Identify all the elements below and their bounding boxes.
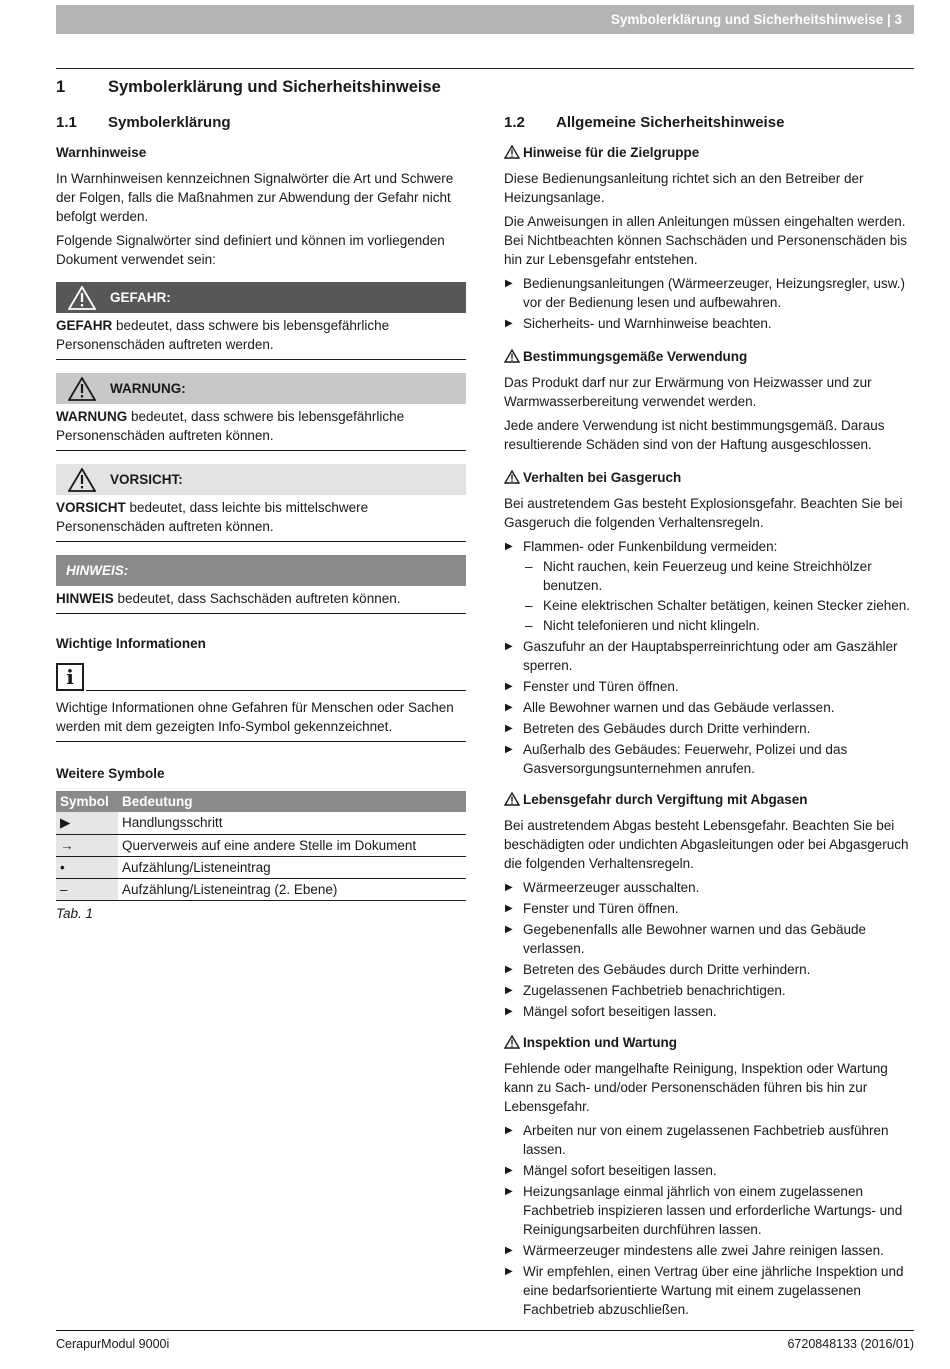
warning-notice <box>56 373 466 451</box>
hint-notice <box>56 555 466 614</box>
list-item: ▶ Betreten des Gebäudes durch Dritte verhindern. <box>504 719 914 738</box>
warning-triangle-icon <box>68 286 96 310</box>
list-item: ▶ Wärmeerzeuger mindestens alle zwei Jahre reinigen lassen. <box>504 1241 914 1260</box>
hint-bar <box>56 555 466 586</box>
right-column <box>504 113 914 1324</box>
weitere-symbole-heading: Weitere Symbole <box>56 766 165 781</box>
list-item: ▶ Zugelassenen Fachbetrieb benachrichtigen. <box>504 981 914 1000</box>
list-item: ▶ Heizungsanlage einmal jährlich von einem zugelassenen Fachbetrieb inspizieren lassen und erforderliche Wartungs- und Reinigungsarbeiten durchführen lassen. <box>504 1182 914 1239</box>
list-item: ▶ Alle Bewohner warnen und das Gebäude verlassen. <box>504 698 914 717</box>
symbol-cell: ▶ <box>56 812 118 834</box>
action-list <box>504 537 914 778</box>
list-item: ▶ Mängel sofort beseitigen lassen. <box>504 1002 914 1021</box>
paragraph: Die Anweisungen in allen Anleitungen müssen eingehalten werden. Bei Nichtbeachten können Sachschäden und Personenschäden bis hin zur Lebensgefahr entstehen. <box>504 214 908 267</box>
action-list <box>504 1121 914 1319</box>
signal-word: GEFAHR: <box>110 290 171 305</box>
paragraph: Diese Bedienungsanleitung richtet sich an den Betreiber der Heizungsanlage. <box>504 171 864 205</box>
danger-notice <box>56 282 466 360</box>
sub-list <box>523 557 914 635</box>
table-row <box>56 856 466 878</box>
danger-bar <box>56 282 466 313</box>
notice-text <box>56 586 466 614</box>
symbol-cell: – <box>56 878 118 900</box>
warning-triangle-icon <box>504 792 520 806</box>
column-header-bedeutung: Bedeutung <box>118 791 466 812</box>
notice-description: bedeutet, dass schwere bis lebensgefährliche Personenschäden auftreten werden. <box>56 318 390 352</box>
warning-bar <box>56 373 466 404</box>
warning-triangle-icon <box>504 470 520 484</box>
signal-word-inline: WARNUNG <box>56 409 128 424</box>
notice-description: bedeutet, dass schwere bis lebensgefährliche Personenschäden auftreten können. <box>56 409 405 443</box>
warnhinweise-heading: Warnhinweise <box>56 145 147 160</box>
list-item: ▶ Außerhalb des Gebäudes: Feuerwehr, Polizei und das Gasversorgungsunternehmen anrufen. <box>504 740 914 778</box>
table-row <box>56 812 466 834</box>
list-item: ▶ Betreten des Gebäudes durch Dritte verhindern. <box>504 960 914 979</box>
signal-word-inline: HINWEIS <box>56 591 114 606</box>
info-text: Wichtige Informationen ohne Gefahren für Menschen oder Sachen werden mit dem gezeigten Info-Symbol gekennzeichnet. <box>56 695 466 742</box>
paragraph: Folgende Signalwörter sind definiert und können im vorliegenden Dokument verwendet sein: <box>56 233 445 267</box>
notice-text <box>56 495 466 542</box>
action-list <box>504 878 914 1021</box>
paragraph: Das Produkt darf nur zur Erwärmung von Heizwasser und zur Warmwasserbereitung verwendet werden. <box>504 375 872 409</box>
action-list <box>504 274 914 333</box>
heading-text: Verhalten bei Gasgeruch <box>523 470 682 485</box>
table-caption: Tab. 1 <box>56 905 94 921</box>
footer-doc-number: 6720848133 (2016/01) <box>787 1337 914 1351</box>
sub-list-item: – Keine elektrischen Schalter betätigen, keinen Stecker ziehen. <box>523 596 914 615</box>
list-item-text: Flammen- oder Funkenbildung vermeiden: <box>523 539 778 554</box>
bestimmung-heading <box>504 347 914 366</box>
list-item: ▶ Gegebenenfalls alle Bewohner warnen und das Gebäude verlassen. <box>504 920 914 958</box>
notice-description: bedeutet, dass Sachschäden auftreten können. <box>113 591 401 606</box>
paragraph: Bei austretendem Abgas besteht Lebensgefahr. Beachten Sie bei beschädigten oder undichten Abgasleitungen oder bei Abgasgeruch die folgenden Verhaltensregeln. <box>504 818 909 871</box>
column-header-symbol: Symbol <box>56 791 118 812</box>
info-icon: i <box>56 663 84 691</box>
table-row <box>56 834 466 856</box>
heading-text: Hinweise für die Zielgruppe <box>523 145 700 160</box>
warning-triangle-icon <box>68 377 96 401</box>
list-item: ▶ Bedienungsanleitungen (Wärmeerzeuger, Heizungsregler, usw.) vor der Bedienung lesen und aufbewahren. <box>504 274 914 312</box>
notice-description: bedeutet, dass leichte bis mittelschwere Personenschäden auftreten können. <box>56 500 369 534</box>
list-item: ▶ Mängel sofort beseitigen lassen. <box>504 1161 914 1180</box>
symbol-cell: • <box>56 856 118 878</box>
list-item: ▶ Gaszufuhr an der Hauptabsperreinrichtung oder am Gaszähler sperren. <box>504 637 914 675</box>
table-row <box>56 878 466 900</box>
wichtige-informationen-heading: Wichtige Informationen <box>56 636 206 651</box>
meaning-cell: Aufzählung/Listeneintrag <box>118 856 466 878</box>
info-symbol-row <box>56 663 466 691</box>
warning-triangle-icon <box>504 349 520 363</box>
subsection-heading-1-2 <box>504 113 914 132</box>
signal-word-inline: VORSICHT <box>56 500 126 515</box>
zielgruppe-heading <box>504 143 914 162</box>
paragraph: Jede andere Verwendung ist nicht bestimmungsgemäß. Daraus resultierende Schäden sind von der Haftung ausgeschlossen. <box>504 418 885 452</box>
info-rule <box>86 690 466 691</box>
section-title: Symbolerklärung und Sicherheitshinweise <box>108 78 441 96</box>
list-item: ▶ Sicherheits- und Warnhinweise beachten. <box>504 314 914 333</box>
list-item: ▶ Wärmeerzeuger ausschalten. <box>504 878 914 897</box>
list-item <box>504 537 914 635</box>
caution-notice <box>56 464 466 542</box>
signal-word: HINWEIS: <box>66 563 129 578</box>
paragraph: Bei austretendem Gas besteht Explosionsgefahr. Beachten Sie bei Gasgeruch die folgenden Verhaltensregeln. <box>504 496 903 530</box>
footer-product: CerapurModul 9000i <box>56 1337 170 1351</box>
signal-word-inline: GEFAHR <box>56 318 113 333</box>
warning-triangle-icon <box>504 1035 520 1049</box>
table-header-row <box>56 791 466 812</box>
paragraph: Fehlende oder mangelhafte Reinigung, Inspektion oder Wartung kann zu Sach- und/oder Personenschäden führen bis hin zur Lebensgefahr. <box>504 1061 888 1114</box>
signal-word: WARNUNG: <box>110 381 186 396</box>
heading-text: Bestimmungsgemäße Verwendung <box>523 349 748 364</box>
warning-triangle-icon <box>68 468 96 492</box>
meaning-cell: Aufzählung/Listeneintrag (2. Ebene) <box>118 878 466 900</box>
subsection-title: Symbolerklärung <box>108 114 231 131</box>
list-item: ▶ Wir empfehlen, einen Vertrag über eine jährliche Inspektion und eine bedarfsorientierte Wartung mit einem zugelassenen Fachbetrieb abzuschließen. <box>504 1262 914 1319</box>
abgase-heading <box>504 790 914 809</box>
left-column <box>56 113 466 923</box>
gasgeruch-heading <box>504 468 914 487</box>
subsection-number: 1.2 <box>504 114 525 131</box>
header-rule <box>56 68 914 69</box>
subsection-number: 1.1 <box>56 114 77 131</box>
list-item: ▶ Fenster und Türen öffnen. <box>504 677 914 696</box>
running-header: Symbolerklärung und Sicherheitshinweise | 3 <box>56 5 914 34</box>
heading-text: Inspektion und Wartung <box>523 1035 677 1050</box>
notice-text <box>56 404 466 451</box>
heading-text: Lebensgefahr durch Vergiftung mit Abgasen <box>523 792 808 807</box>
subsection-heading-1-1 <box>56 113 466 132</box>
footer-rule <box>56 1330 914 1331</box>
meaning-cell: Handlungsschritt <box>118 812 466 834</box>
wartung-heading <box>504 1033 914 1052</box>
list-item: ▶ Arbeiten nur von einem zugelassenen Fachbetrieb ausführen lassen. <box>504 1121 914 1159</box>
section-heading <box>56 78 441 97</box>
symbol-cell: → <box>56 834 118 856</box>
signal-word: VORSICHT: <box>110 472 183 487</box>
symbol-table <box>56 791 466 901</box>
sub-list-item: – Nicht telefonieren und nicht klingeln. <box>523 616 914 635</box>
caution-bar <box>56 464 466 495</box>
subsection-title: Allgemeine Sicherheitshinweise <box>556 114 785 131</box>
section-number: 1 <box>56 78 66 96</box>
paragraph: In Warnhinweisen kennzeichnen Signalwörter die Art und Schwere der Folgen, falls die Maßnahmen zur Abwendung der Gefahr nicht befolgt werden. <box>56 171 454 224</box>
sub-list-item: – Nicht rauchen, kein Feuerzeug und keine Streichhölzer benutzen. <box>523 557 914 595</box>
warning-triangle-icon <box>504 145 520 159</box>
notice-text <box>56 313 466 360</box>
list-item: ▶ Fenster und Türen öffnen. <box>504 899 914 918</box>
meaning-cell: Querverweis auf eine andere Stelle im Dokument <box>118 834 466 856</box>
